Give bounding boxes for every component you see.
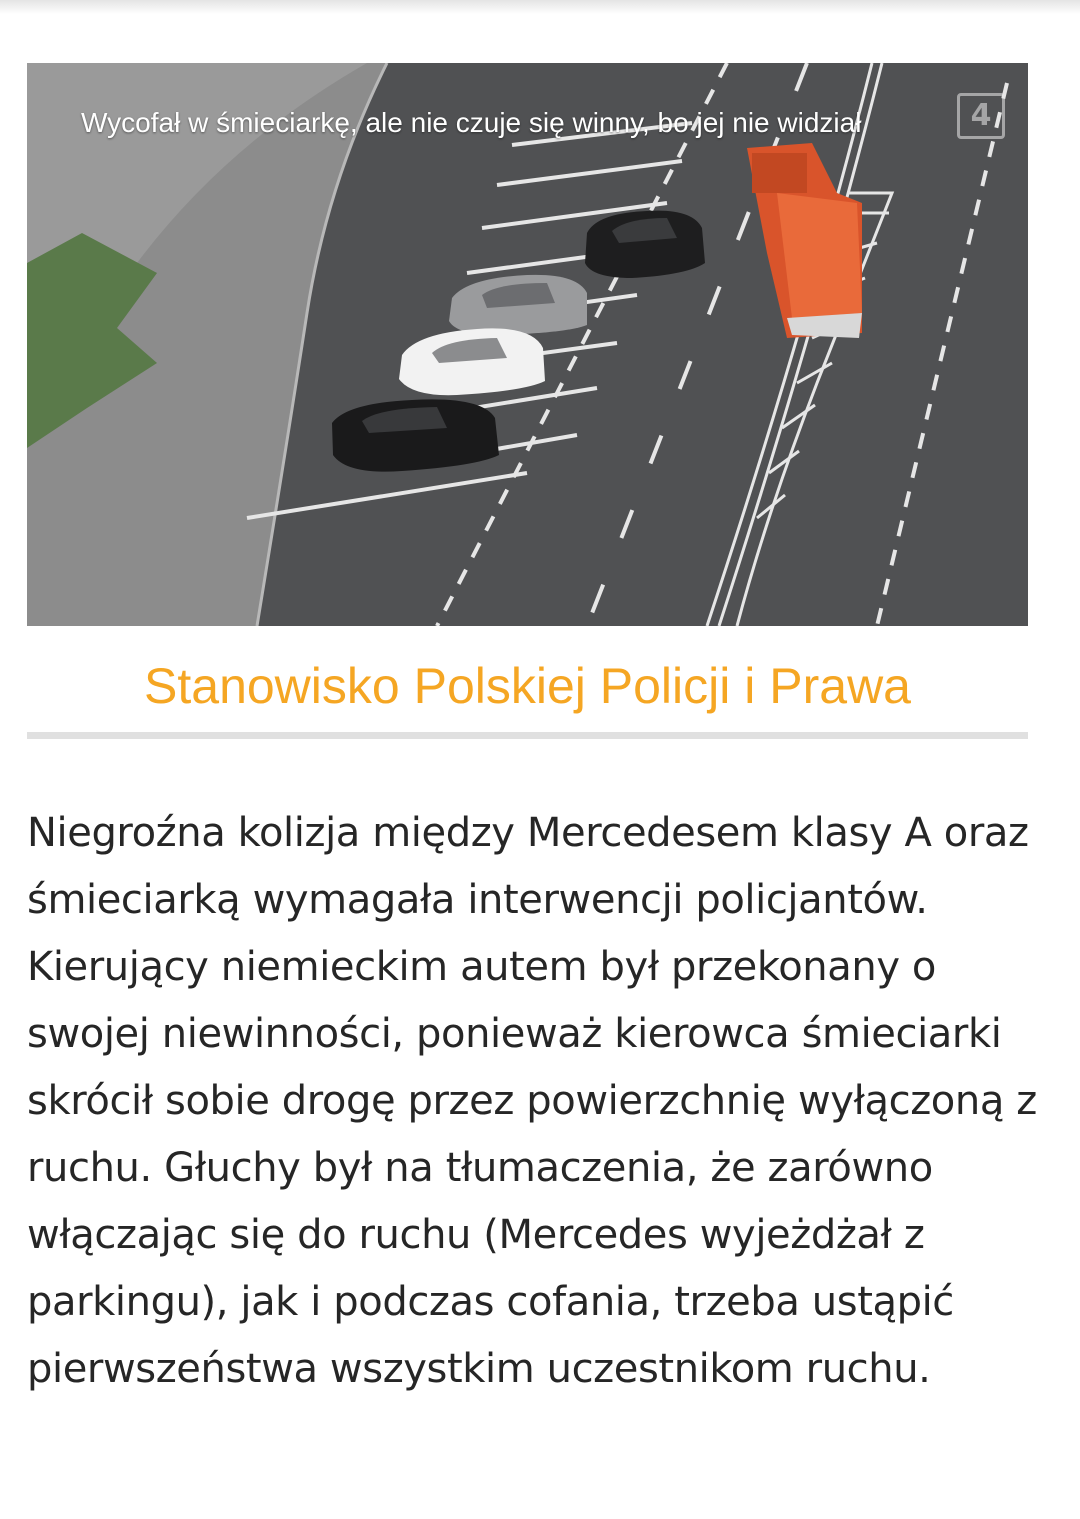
mercedes-car-illustration — [332, 399, 499, 471]
section-heading: Stanowisko Polskiej Policji i Prawa — [144, 658, 911, 714]
channel-logo: 4 — [957, 93, 1005, 139]
article-paragraph: Niegroźna kolizja między Mercedesem klasy A oraz śmieciarką wymagała interwencji policjantów. Kierujący niemieckim autem był przekonany o swojej niewinności, ponieważ kierowca śmieciarki skrócił sobie drogę przez powierzchnię wyłączoną z ruchu. Głuchy był na tłumaczenia, że zarówno włączając się do ruchu (Mercedes wyjeżdżał z parkingu), jak i podczas cofania, trzeba ustąpić pierwszeństwa wszystkim uczestnikom ruchu. — [27, 810, 1037, 1392]
top-bar-shadow — [0, 0, 1080, 14]
heading-divider — [27, 732, 1028, 739]
video-caption: Wycofał w śmieciarkę, ale nie czuje się winny, bo jej nie widział — [81, 107, 862, 138]
black-car-illustration — [585, 211, 705, 278]
video-illustration — [27, 63, 1028, 626]
video-thumbnail[interactable] — [27, 63, 1028, 626]
